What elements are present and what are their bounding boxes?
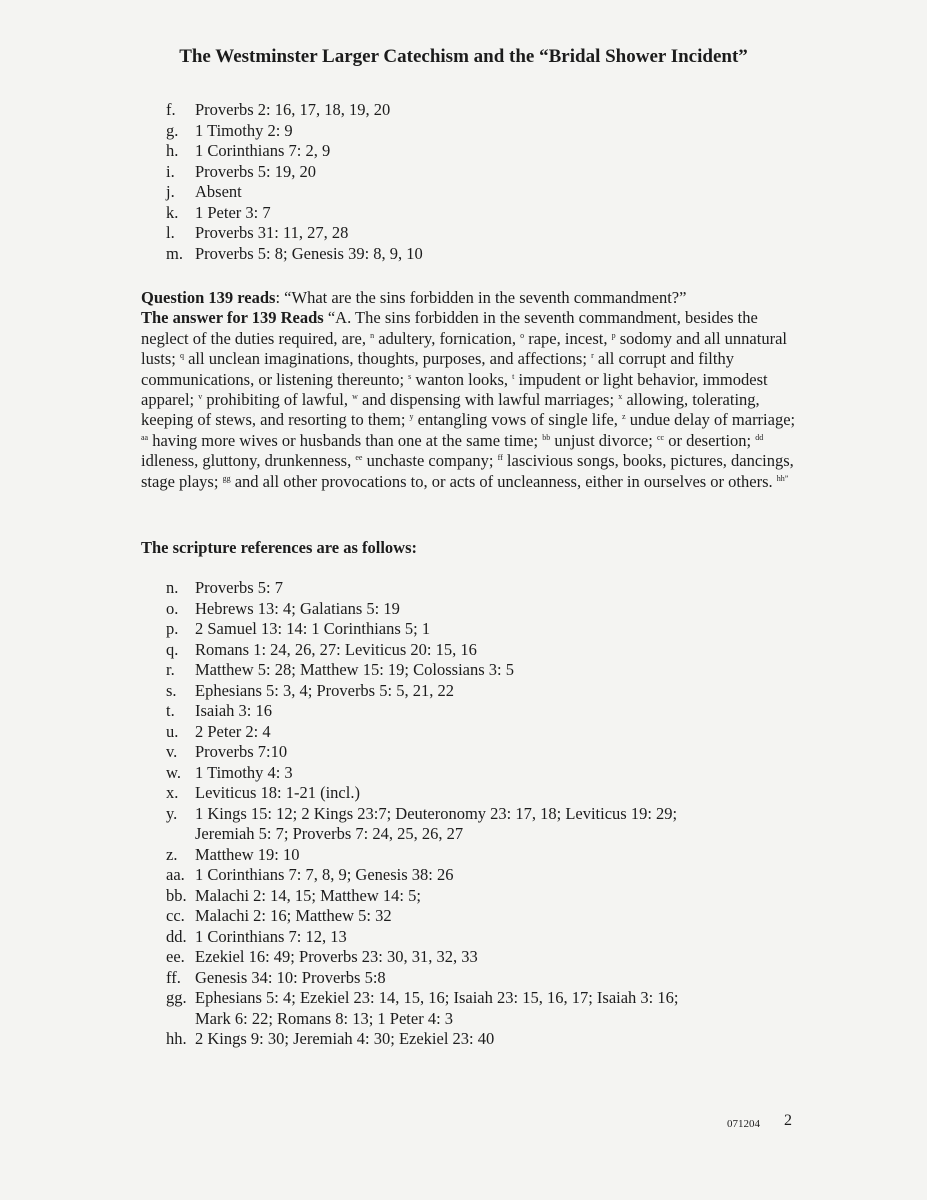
reference-item (0, 865, 927, 886)
reference-item (0, 947, 927, 968)
answer-text: sodomy and all unnatural lusts; (141, 328, 787, 369)
question-text: : “What are the sins forbidden in the seventh commandment?” (275, 288, 687, 307)
reference-text: Proverbs 5: 8; Genesis 39: 8, 9, 10 (195, 243, 423, 263)
reference-item (0, 244, 927, 265)
footnote-marker: r (591, 351, 594, 361)
answer-paragraph (141, 308, 801, 492)
answer-text: adultery, fornication, (374, 328, 521, 348)
footnote-marker: n (370, 330, 375, 340)
reference-text: Genesis 34: 10: Proverbs 5:8 (195, 967, 386, 987)
reference-text-continuation: Jeremiah 5: 7; Proverbs 7: 24, 25, 26, 27 (195, 824, 464, 843)
reference-text: Romans 1: 24, 26, 27: Leviticus 20: 15, 16 (195, 639, 477, 659)
reference-letter: p. (166, 619, 179, 638)
reference-letter: g. (166, 120, 179, 140)
answer-label: The answer for 139 Reads (141, 308, 324, 328)
page-title: The Westminster Larger Catechism and the “Bridal Shower Incident” (179, 46, 748, 67)
answer-text: allowing, tolerating, keeping of stews, and resorting to them; (141, 390, 760, 430)
reference-text: 1 Timothy 2: 9 (195, 120, 293, 140)
reference-list-bottom (0, 578, 927, 1050)
answer-text: or desertion; (664, 430, 756, 450)
reference-text: Isaiah 3: 16 (195, 701, 272, 720)
reference-text: 2 Peter 2: 4 (195, 721, 271, 741)
reference-item (0, 1029, 927, 1050)
reference-item (0, 845, 927, 866)
reference-text: 1 Corinthians 7: 2, 9 (195, 141, 331, 160)
reference-letter: aa. (166, 865, 185, 884)
answer-text: unjust divorce; (550, 430, 657, 450)
reference-item (0, 203, 927, 224)
reference-text: Ephesians 5: 4; Ezekiel 23: 14, 15, 16; Isaiah 23: 15, 16, 17; Isaiah 3: 16; (195, 988, 679, 1007)
reference-list-top (0, 100, 927, 264)
answer-text: undue delay of marriage; (625, 410, 796, 430)
reference-text: 1 Peter 3: 7 (195, 202, 271, 222)
reference-item-continuation (0, 824, 927, 845)
reference-text: Proverbs 31: 11, 27, 28 (195, 223, 349, 242)
document-code: 071204 (727, 1118, 760, 1130)
reference-text: Ezekiel 16: 49; Proverbs 23: 30, 31, 32, 33 (195, 947, 478, 966)
reference-letter: u. (166, 721, 179, 741)
reference-text: Proverbs 5: 7 (195, 578, 283, 597)
footnote-marker: z (622, 412, 626, 422)
reference-letter: cc. (166, 906, 185, 925)
reference-letter: f. (166, 100, 176, 119)
reference-letter: ff. (166, 967, 181, 987)
footnote-marker: s (408, 371, 412, 381)
reference-letter: j. (166, 182, 175, 201)
answer-text: having more wives or husbands than one at the same time; (148, 430, 543, 450)
reference-letter: t. (166, 701, 175, 720)
reference-item (0, 141, 927, 162)
footnote-marker: dd (755, 432, 764, 442)
reference-letter: dd. (166, 926, 187, 946)
footnote-marker: gg (222, 473, 231, 483)
reference-item (0, 968, 927, 989)
question-paragraph (141, 288, 801, 308)
footnote-marker: x (618, 392, 623, 402)
reference-letter: z. (166, 844, 178, 864)
answer-text: entangling vows of single life, (413, 410, 623, 430)
reference-letter: l. (166, 223, 175, 242)
footnote-marker: hh” (776, 473, 789, 483)
footnote-marker: ee (355, 453, 363, 463)
answer-text: and dispensing with lawful marriages; (357, 390, 619, 410)
reference-letter: x. (166, 783, 179, 802)
reference-letter: q. (166, 639, 179, 659)
answer-text: idleness, gluttony, drunkenness, (141, 451, 356, 471)
footnote-marker: y (409, 412, 414, 422)
reference-item (0, 804, 927, 825)
reference-item (0, 578, 927, 599)
reference-item (0, 783, 927, 804)
reference-text-continuation: Mark 6: 22; Romans 8: 13; 1 Peter 4: 3 (195, 1008, 454, 1028)
footnote-marker: q (179, 351, 184, 361)
reference-item (0, 182, 927, 203)
reference-item-continuation (0, 1009, 927, 1030)
reference-letter: ee. (166, 947, 185, 966)
reference-letter: h. (166, 141, 179, 160)
page-number: 2 (784, 1112, 792, 1129)
reference-item (0, 599, 927, 620)
reference-text: Proverbs 2: 16, 17, 18, 19, 20 (195, 100, 391, 119)
footnote-marker: w (352, 392, 358, 402)
reference-text: Malachi 2: 14, 15; Matthew 14: 5; (195, 885, 421, 905)
answer-text: impudent or light behavior, immodest apparel; (141, 369, 768, 410)
reference-letter: m. (166, 243, 183, 263)
reference-item (0, 223, 927, 244)
reference-letter: n. (166, 578, 179, 597)
reference-text: Absent (195, 182, 242, 201)
reference-item (0, 886, 927, 907)
reference-text: 1 Timothy 4: 3 (195, 762, 293, 782)
reference-item (0, 906, 927, 927)
reference-item (0, 640, 927, 661)
answer-text: unchaste company; (362, 451, 498, 471)
reference-item (0, 763, 927, 784)
reference-letter: o. (166, 598, 179, 618)
reference-letter: w. (166, 762, 181, 782)
reference-item (0, 742, 927, 763)
reference-item (0, 660, 927, 681)
references-heading: The scripture references are as follows: (141, 538, 418, 557)
reference-item (0, 927, 927, 948)
footnote-marker: t (512, 371, 515, 381)
reference-item (0, 701, 927, 722)
reference-text: 1 Corinthians 7: 12, 13 (195, 926, 347, 946)
reference-text: Matthew 19: 10 (195, 844, 300, 864)
reference-letter: y. (166, 803, 178, 823)
answer-text: wanton looks, (411, 369, 513, 389)
reference-text: 2 Kings 9: 30; Jeremiah 4: 30; Ezekiel 23: 40 (195, 1029, 495, 1048)
reference-letter: bb. (166, 885, 187, 905)
reference-text: Matthew 5: 28; Matthew 15: 19; Colossians 3: 5 (195, 660, 514, 679)
reference-letter: s. (166, 680, 177, 700)
reference-letter: v. (166, 742, 178, 761)
reference-text: Proverbs 5: 19, 20 (195, 161, 316, 181)
reference-item (0, 988, 927, 1009)
reference-text: Ephesians 5: 3, 4; Proverbs 5: 5, 21, 22 (195, 680, 454, 700)
reference-text: Hebrews 13: 4; Galatians 5: 19 (195, 598, 400, 618)
reference-letter: hh. (166, 1029, 187, 1048)
footnote-marker: v (198, 392, 203, 402)
reference-text: 2 Samuel 13: 14: 1 Corinthians 5; 1 (195, 619, 431, 638)
footnote-marker: ff (497, 453, 503, 463)
footnote-marker: aa (141, 432, 149, 442)
reference-letter: i. (166, 161, 175, 181)
reference-text: Leviticus 18: 1-21 (incl.) (195, 783, 360, 802)
footnote-marker: bb (542, 432, 551, 442)
question-label: Question 139 reads (141, 288, 276, 307)
reference-item (0, 619, 927, 640)
reference-text: Malachi 2: 16; Matthew 5: 32 (195, 906, 392, 925)
reference-item (0, 100, 927, 121)
reference-item (0, 722, 927, 743)
reference-text: 1 Kings 15: 12; 2 Kings 23:7; Deuteronomy 23: 17, 18; Leviticus 19: 29; (195, 803, 678, 823)
answer-text: lascivious songs, books, pictures, dancings, stage plays; (141, 451, 794, 491)
reference-text: 1 Corinthians 7: 7, 8, 9; Genesis 38: 26 (195, 865, 454, 884)
reference-item (0, 681, 927, 702)
reference-letter: k. (166, 202, 179, 222)
answer-text: and all other provocations to, or acts of uncleanness, either in ourselves or others. (230, 471, 777, 491)
answer-text: prohibiting of lawful, (202, 390, 353, 410)
footnote-marker: o (520, 330, 525, 340)
reference-item (0, 162, 927, 183)
reference-item (0, 121, 927, 142)
answer-text: rape, incest, (524, 328, 612, 348)
question-block (141, 288, 801, 492)
footnote-marker: cc (656, 432, 665, 442)
reference-text: Proverbs 7:10 (195, 742, 288, 761)
answer-text: all unclean imaginations, thoughts, purposes, and affections; (183, 349, 592, 369)
footnote-marker: p (611, 330, 616, 340)
answer-text: all corrupt and filthy communications, or listening thereunto; (141, 349, 734, 389)
reference-letter: gg. (166, 988, 187, 1007)
answer-text: “A. The sins forbidden in the seventh commandment, besides the neglect of the duties required, are, (141, 308, 758, 348)
reference-letter: r. (166, 660, 175, 679)
